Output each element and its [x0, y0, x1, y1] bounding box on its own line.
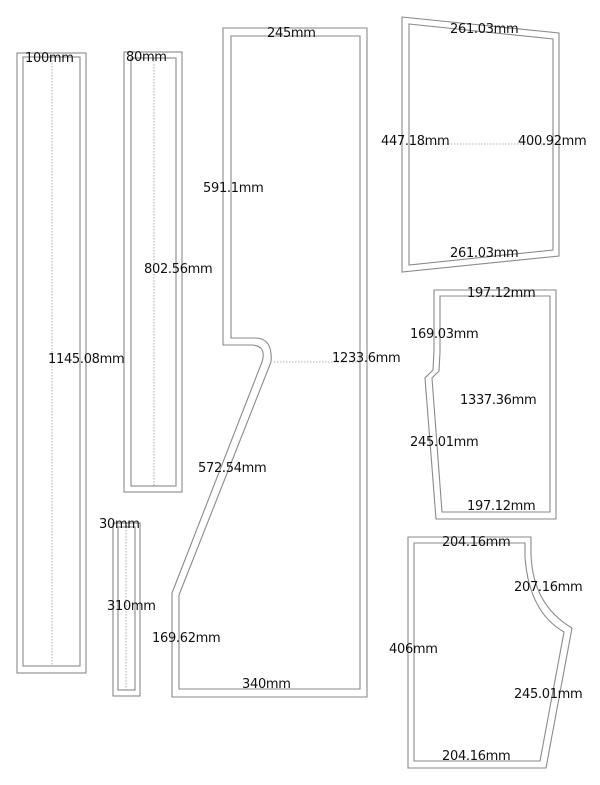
strip-short-width-label: 30mm: [99, 517, 140, 532]
top-panel-top-label: 261.03mm: [450, 22, 519, 37]
strip-short-part: [99, 517, 156, 696]
side-panel-lower-left-label: 169.62mm: [152, 631, 221, 646]
strip-tall-length-label: 1145.08mm: [48, 352, 125, 367]
side-panel-height-label: 1233.6mm: [332, 351, 401, 366]
side-panel-slope-label: 572.54mm: [198, 461, 267, 476]
strip-medium-part: [124, 50, 212, 492]
seat-panel-part: [389, 535, 582, 768]
seat-panel-lower-right-label: 245.01mm: [514, 687, 583, 702]
top-panel-part: [381, 17, 586, 272]
strip-medium-length-label: 802.56mm: [144, 262, 213, 277]
front-panel-height-label: 1337.36mm: [460, 393, 537, 408]
side-panel-upper-left-label: 591.1mm: [203, 181, 264, 196]
front-panel-bottom-label: 197.12mm: [467, 499, 536, 514]
side-panel-bottom-label: 340mm: [242, 677, 291, 692]
seat-panel-bottom-label: 204.16mm: [442, 749, 511, 764]
strip-tall-width-label: 100mm: [25, 51, 74, 66]
side-panel-top-label: 245mm: [267, 26, 316, 41]
strip-medium-width-label: 80mm: [126, 50, 167, 65]
front-panel-top-label: 197.12mm: [467, 286, 536, 301]
side-panel-part: [152, 26, 400, 697]
strip-tall-part: [17, 51, 124, 673]
strip-short-length-label: 310mm: [107, 599, 156, 614]
seat-panel-left-label: 406mm: [389, 642, 438, 657]
seat-panel-upper-right-label: 207.16mm: [514, 580, 583, 595]
top-panel-right-label: 400.92mm: [518, 134, 587, 149]
top-panel-left-label: 447.18mm: [381, 134, 450, 149]
front-panel-lower-left-label: 245.01mm: [410, 435, 479, 450]
seat-panel-top-label: 204.16mm: [442, 535, 511, 550]
top-panel-bottom-label: 261.03mm: [450, 246, 519, 261]
front-panel-part: [410, 286, 556, 519]
front-panel-upper-left-label: 169.03mm: [410, 327, 479, 342]
